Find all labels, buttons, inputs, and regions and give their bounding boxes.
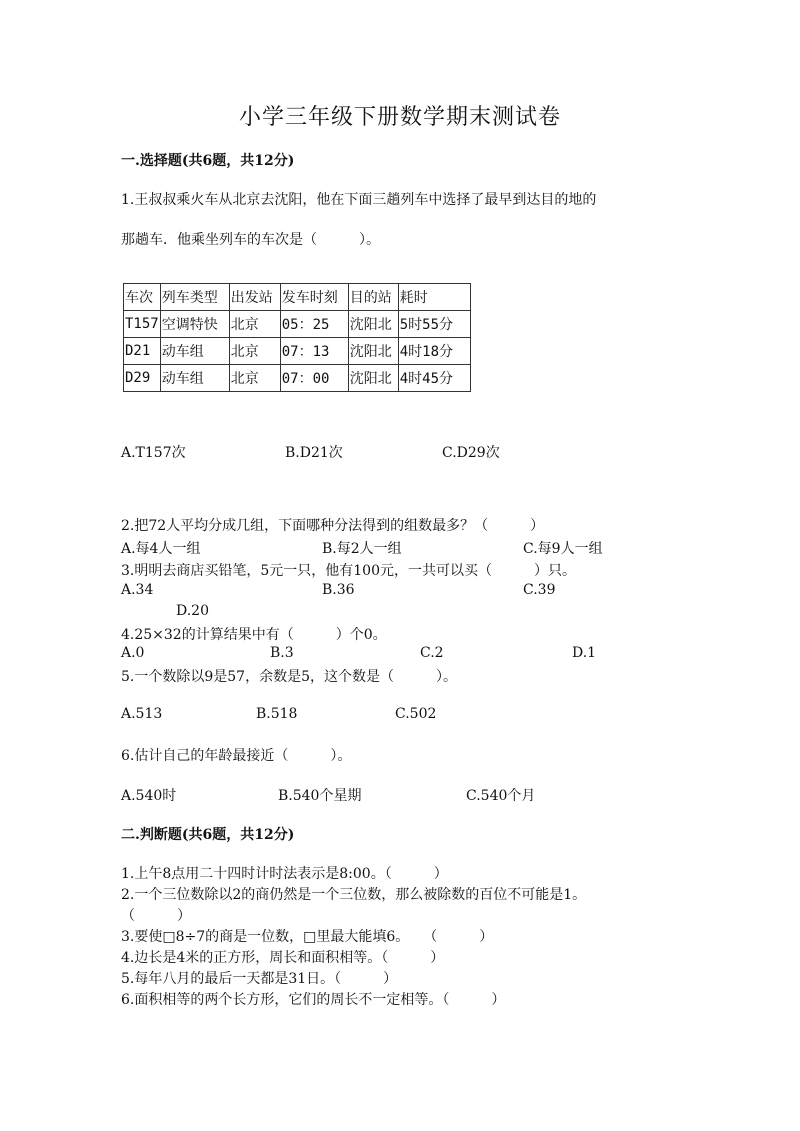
table-cell: 4时45分 [398,365,470,392]
q6-option-a: A.540时 [121,788,177,804]
q6-text: 6.估计自己的年龄最接近（ ）。 [121,748,352,764]
q4-option-a: A.0 [121,645,145,661]
q6-option-c: C.540个月 [466,788,536,804]
table-cell: 4时18分 [398,338,470,365]
table-row [124,365,471,392]
q2-option-c: C.每9人一组 [523,541,603,557]
table-cell: 沈阳北 [348,338,398,365]
q3-option-a: A.34 [121,582,154,598]
q2-option-a: A.每4人一组 [121,541,201,557]
q1-text-line2: 那趟车．他乘坐列车的车次是（ ）。 [121,232,380,248]
table-row [124,311,471,338]
section2-heading: 二.判断题(共6题，共12分) [121,827,295,843]
table-cell: 北京 [229,338,280,365]
table-header: 发车时刻 [280,284,348,311]
q5-option-b: B.518 [256,706,298,722]
table-cell: 空调特快 [160,311,229,338]
q1-option-b: B.D21次 [285,445,343,461]
table-header: 出发站 [229,284,280,311]
section1-heading: 一.选择题(共6题，共12分) [121,153,295,169]
table-cell: 07：13 [280,338,348,365]
q3-option-d: D.20 [176,603,209,619]
q3-option-b: B.36 [322,582,355,598]
q1-text-line1: 1.王叔叔乘火车从北京去沈阳，他在下面三趟列车中选择了最早到达目的地的 [121,192,597,208]
table-cell: 沈阳北 [348,365,398,392]
q5-option-a: A.513 [121,706,163,722]
q2-option-b: B.每2人一组 [322,541,402,557]
q4-text: 4.25×32的计算结果中有（ ）个0。 [121,627,387,643]
q1-option-a: A.T157次 [121,445,186,461]
table-cell: 动车组 [160,365,229,392]
page-title: 小学三年级下册数学期末测试卷 [238,105,561,130]
q5-text: 5.一个数除以9是57，余数是5，这个数是（ ）。 [121,669,457,685]
tf-item-5: 5.每年八月的最后一天都是31日。（ ） [121,971,398,987]
q1-option-c: C.D29次 [442,445,500,461]
train-schedule-table [123,283,471,392]
table-cell: 07：00 [280,365,348,392]
table-header: 车次 [124,284,161,311]
q5-option-c: C.502 [395,706,437,722]
table-row [124,338,471,365]
table-header: 列车类型 [160,284,229,311]
q4-option-b: B.3 [270,645,294,661]
table-cell: T157 [124,311,161,338]
tf-item-4: 4.边长是4米的正方形，周长和面积相等。（ ） [121,950,445,966]
q6-option-b: B.540个星期 [278,788,362,804]
table-header-row [124,284,471,311]
tf-item-3: 3.要使□8÷7的商是一位数，□里最大能填6。 （ ） [121,929,494,945]
table-cell: 05：25 [280,311,348,338]
tf-item-1: 1.上午8点用二十四时计时法表示是8:00。（ ） [121,866,448,882]
table-cell: 北京 [229,311,280,338]
table-cell: 动车组 [160,338,229,365]
tf-item-2-blank: （ ） [121,908,191,924]
q4-option-d: D.1 [572,645,597,661]
table-cell: 沈阳北 [348,311,398,338]
q3-text: 3.明明去商店买铅笔，5元一只，他有100元，一共可以买（ ）只。 [121,563,576,579]
tf-item-2: 2.一个三位数除以2的商仍然是一个三位数，那么被除数的百位不可能是1。 [121,887,587,903]
table-cell: D29 [124,365,161,392]
table-header: 目的站 [348,284,398,311]
q2-text: 2.把72人平均分成几组，下面哪种分法得到的组数最多？（ ） [121,518,545,534]
table-cell: 北京 [229,365,280,392]
q3-option-c: C.39 [523,582,556,598]
table-header: 耗时 [398,284,470,311]
table-cell: 5时55分 [398,311,470,338]
tf-item-6: 6.面积相等的两个长方形，它们的周长不一定相等。（ ） [121,992,506,1008]
q4-option-c: C.2 [420,645,444,661]
table-cell: D21 [124,338,161,365]
